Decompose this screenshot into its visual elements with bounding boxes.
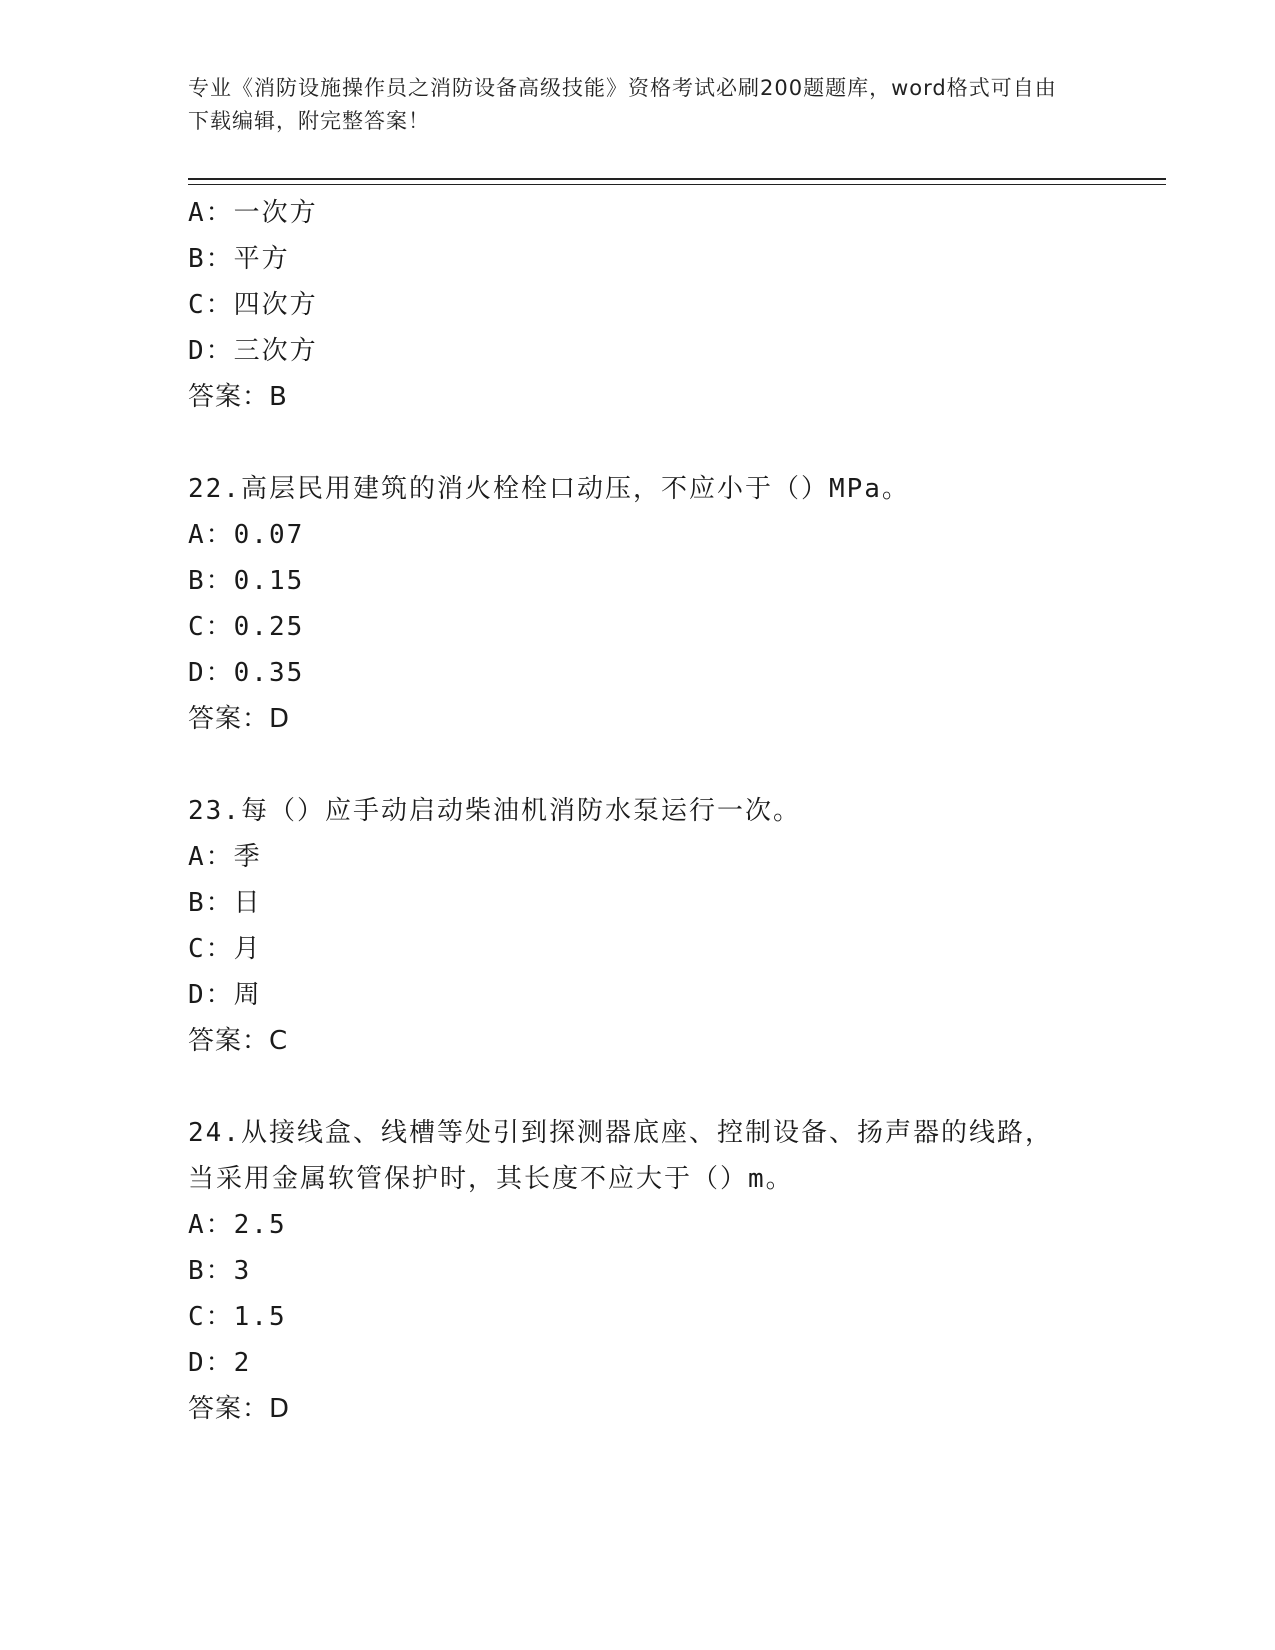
question-text: 24.从接线盒、线槽等处引到探测器底座、控制设备、扬声器的线路，当采用金属软管保护时，其长度不应大于（）m。 xyxy=(188,1118,1053,1194)
option-label: D： xyxy=(188,1348,234,1378)
option-text: 0.25 xyxy=(233,612,305,642)
option-text: 一次方 xyxy=(233,198,318,228)
option-text: 周 xyxy=(233,980,262,1010)
option-label: A： xyxy=(188,198,234,228)
option-b xyxy=(188,880,1088,926)
question-block-23 xyxy=(188,788,1088,1064)
question-text: 22.高层民用建筑的消火栓栓口动压，不应小于（）MPa。 xyxy=(188,474,910,504)
option-label: A： xyxy=(188,520,234,550)
option-label: D： xyxy=(188,980,234,1010)
option-text: 3 xyxy=(233,1256,252,1286)
option-label: B： xyxy=(188,244,234,274)
header-divider-thick xyxy=(188,178,1166,180)
option-text: 四次方 xyxy=(233,290,318,320)
answer-line: 答案：C xyxy=(188,1026,289,1056)
option-c xyxy=(188,604,1088,650)
option-text: 1.5 xyxy=(233,1302,287,1332)
option-text: 月 xyxy=(233,934,262,964)
option-text: 日 xyxy=(233,888,262,918)
question-block-24 xyxy=(188,1110,1088,1432)
option-label: A： xyxy=(188,1210,234,1240)
option-label: D： xyxy=(188,336,234,366)
block-spacer xyxy=(188,1064,1088,1110)
answer-line: 答案：B xyxy=(188,382,288,412)
option-a xyxy=(188,834,1088,880)
option-label: C： xyxy=(188,1302,234,1332)
option-c xyxy=(188,1294,1088,1340)
option-d xyxy=(188,328,1088,374)
option-a xyxy=(188,512,1088,558)
option-d xyxy=(188,972,1088,1018)
option-label: A： xyxy=(188,842,234,872)
question-block-21 xyxy=(188,190,1088,420)
answer-line: 答案：D xyxy=(188,1394,291,1424)
option-label: B： xyxy=(188,1256,234,1286)
option-label: B： xyxy=(188,888,234,918)
option-text: 0.35 xyxy=(233,658,305,688)
option-d xyxy=(188,1340,1088,1386)
block-spacer xyxy=(188,742,1088,788)
option-label: C： xyxy=(188,612,234,642)
answer-line: 答案：D xyxy=(188,704,291,734)
option-c xyxy=(188,926,1088,972)
option-b xyxy=(188,236,1088,282)
option-label: B： xyxy=(188,566,234,596)
option-label: C： xyxy=(188,290,234,320)
option-text: 0.07 xyxy=(233,520,305,550)
option-text: 0.15 xyxy=(233,566,305,596)
option-label: D： xyxy=(188,658,234,688)
option-c xyxy=(188,282,1088,328)
option-text: 三次方 xyxy=(233,336,318,366)
option-b xyxy=(188,558,1088,604)
option-text: 2.5 xyxy=(233,1210,287,1240)
block-spacer xyxy=(188,420,1088,466)
option-text: 平方 xyxy=(233,244,290,274)
option-label: C： xyxy=(188,934,234,964)
option-a xyxy=(188,1202,1088,1248)
option-a xyxy=(188,190,1088,236)
document-header: 专业《消防设施操作员之消防设备高级技能》资格考试必刷200题题库，word格式可自由下载编辑，附完整答案！ xyxy=(188,76,1057,133)
option-d xyxy=(188,650,1088,696)
option-text: 2 xyxy=(233,1348,252,1378)
option-text: 季 xyxy=(233,842,262,872)
option-b xyxy=(188,1248,1088,1294)
header-divider-thin xyxy=(188,184,1166,185)
question-text: 23.每（）应手动启动柴油机消防水泵运行一次。 xyxy=(188,796,801,826)
question-block-22 xyxy=(188,466,1088,742)
question-list xyxy=(188,190,1088,1432)
